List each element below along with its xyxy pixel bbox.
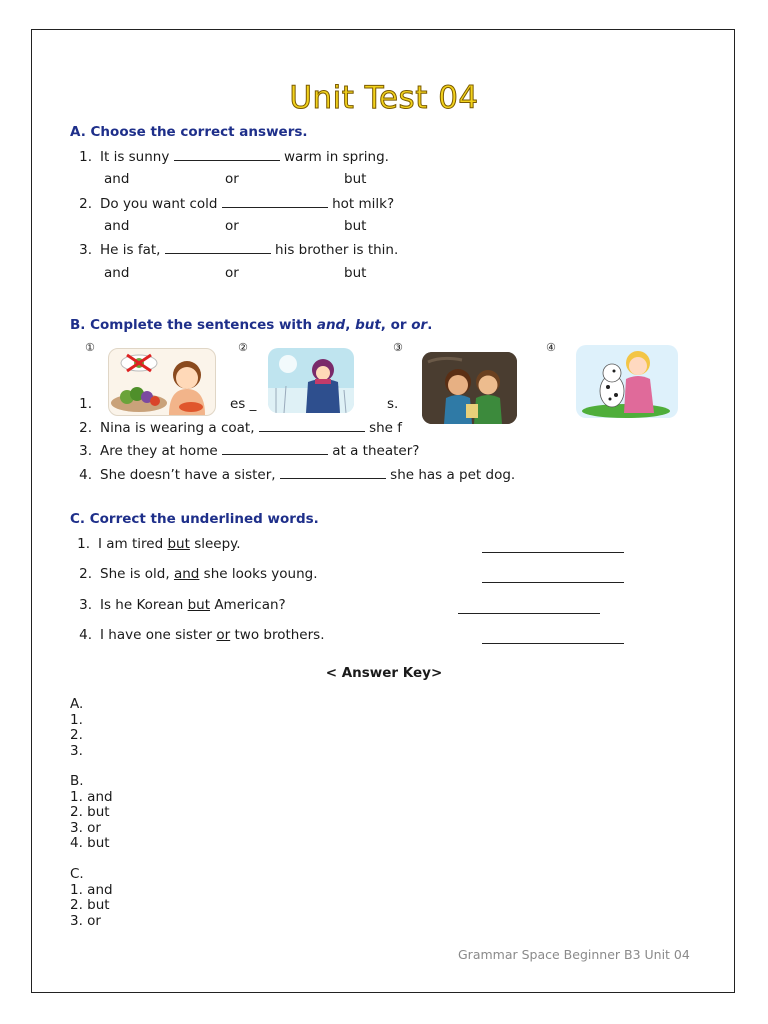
question-text-after: hot milk? xyxy=(332,196,395,212)
picture-number-1: ① xyxy=(85,341,95,354)
correction-line[interactable] xyxy=(482,566,624,583)
option-or[interactable]: or xyxy=(225,218,239,234)
kids-at-theater-illustration xyxy=(422,352,517,424)
question-text-before: Do you want cold xyxy=(100,196,218,212)
question-c1: 1. I am tired but sleepy. xyxy=(77,536,241,552)
picture-number-2: ② xyxy=(238,341,248,354)
underlined-word: but xyxy=(187,597,211,613)
underlined-word: and xyxy=(173,566,200,582)
question-c3: 3. Is he Korean but American? xyxy=(79,597,286,613)
option-or[interactable]: or xyxy=(225,171,239,187)
question-number: 3. xyxy=(79,242,92,258)
question-b1-fragment-end: s. xyxy=(387,396,399,412)
section-c-heading: C. Correct the underlined words. xyxy=(70,511,319,527)
option-and[interactable]: and xyxy=(104,218,130,234)
page-title: Unit Test 04 xyxy=(289,80,479,116)
question-c2: 2. She is old, and she looks young. xyxy=(79,566,318,582)
option-and[interactable]: and xyxy=(104,171,130,187)
section-a-heading: A. Choose the correct answers. xyxy=(70,124,308,140)
answer-blank[interactable] xyxy=(174,148,280,161)
question-a2 xyxy=(70,195,394,212)
question-number: 1. xyxy=(79,149,92,165)
correction-line[interactable] xyxy=(482,536,624,553)
question-text-after: warm in spring. xyxy=(283,149,389,165)
girl-with-pet-dog-illustration xyxy=(576,345,678,418)
question-b2: 2. Nina is wearing a coat, she f xyxy=(79,420,403,436)
answer-blank[interactable] xyxy=(280,466,386,479)
underlined-word: but xyxy=(167,536,190,552)
answer-blank[interactable] xyxy=(222,442,328,455)
answer-key-a: A. 1. 2. 3. xyxy=(70,696,84,759)
girl-eating-vegetables-illustration xyxy=(108,348,216,416)
question-number: 2. xyxy=(79,196,92,212)
picture-number-3: ③ xyxy=(393,341,403,354)
option-or[interactable]: or xyxy=(225,265,239,281)
correction-line[interactable] xyxy=(482,627,624,644)
section-b-heading: B. Complete the sentences with and, but, or or. xyxy=(70,317,433,333)
question-a3 xyxy=(70,241,398,258)
answer-key-c: C. 1. and 2. but 3. or xyxy=(70,866,113,929)
underlined-word: or xyxy=(216,627,231,643)
girl-in-winter-coat-illustration xyxy=(268,348,354,413)
question-b1-fragment: es _ xyxy=(230,396,257,412)
question-c4: 4. I have one sister or two brothers. xyxy=(79,627,325,643)
answer-blank[interactable] xyxy=(222,195,328,208)
question-b3: 3. Are they at home at a theater? xyxy=(79,443,420,459)
question-text-before: He is fat, xyxy=(100,242,161,258)
picture-number-4: ④ xyxy=(546,341,556,354)
answer-key-heading: < Answer Key> xyxy=(325,665,443,681)
question-b1: 1. xyxy=(79,396,92,412)
page-footer: Grammar Space Beginner B3 Unit 04 xyxy=(458,947,690,962)
option-and[interactable]: and xyxy=(104,265,130,281)
question-text-before: It is sunny xyxy=(100,149,170,165)
option-but[interactable]: but xyxy=(344,218,367,234)
correction-line[interactable] xyxy=(458,597,600,614)
question-b4: 4. She doesn’t have a sister, she has a pet dog. xyxy=(79,467,516,483)
answer-blank[interactable] xyxy=(165,241,271,254)
option-but[interactable]: but xyxy=(344,265,367,281)
answer-key-b: B. 1. and 2. but 3. or 4. but xyxy=(70,773,113,852)
option-but[interactable]: but xyxy=(344,171,367,187)
question-text-after: his brother is thin. xyxy=(275,242,399,258)
answer-blank[interactable] xyxy=(259,419,365,432)
question-a1 xyxy=(70,148,389,165)
